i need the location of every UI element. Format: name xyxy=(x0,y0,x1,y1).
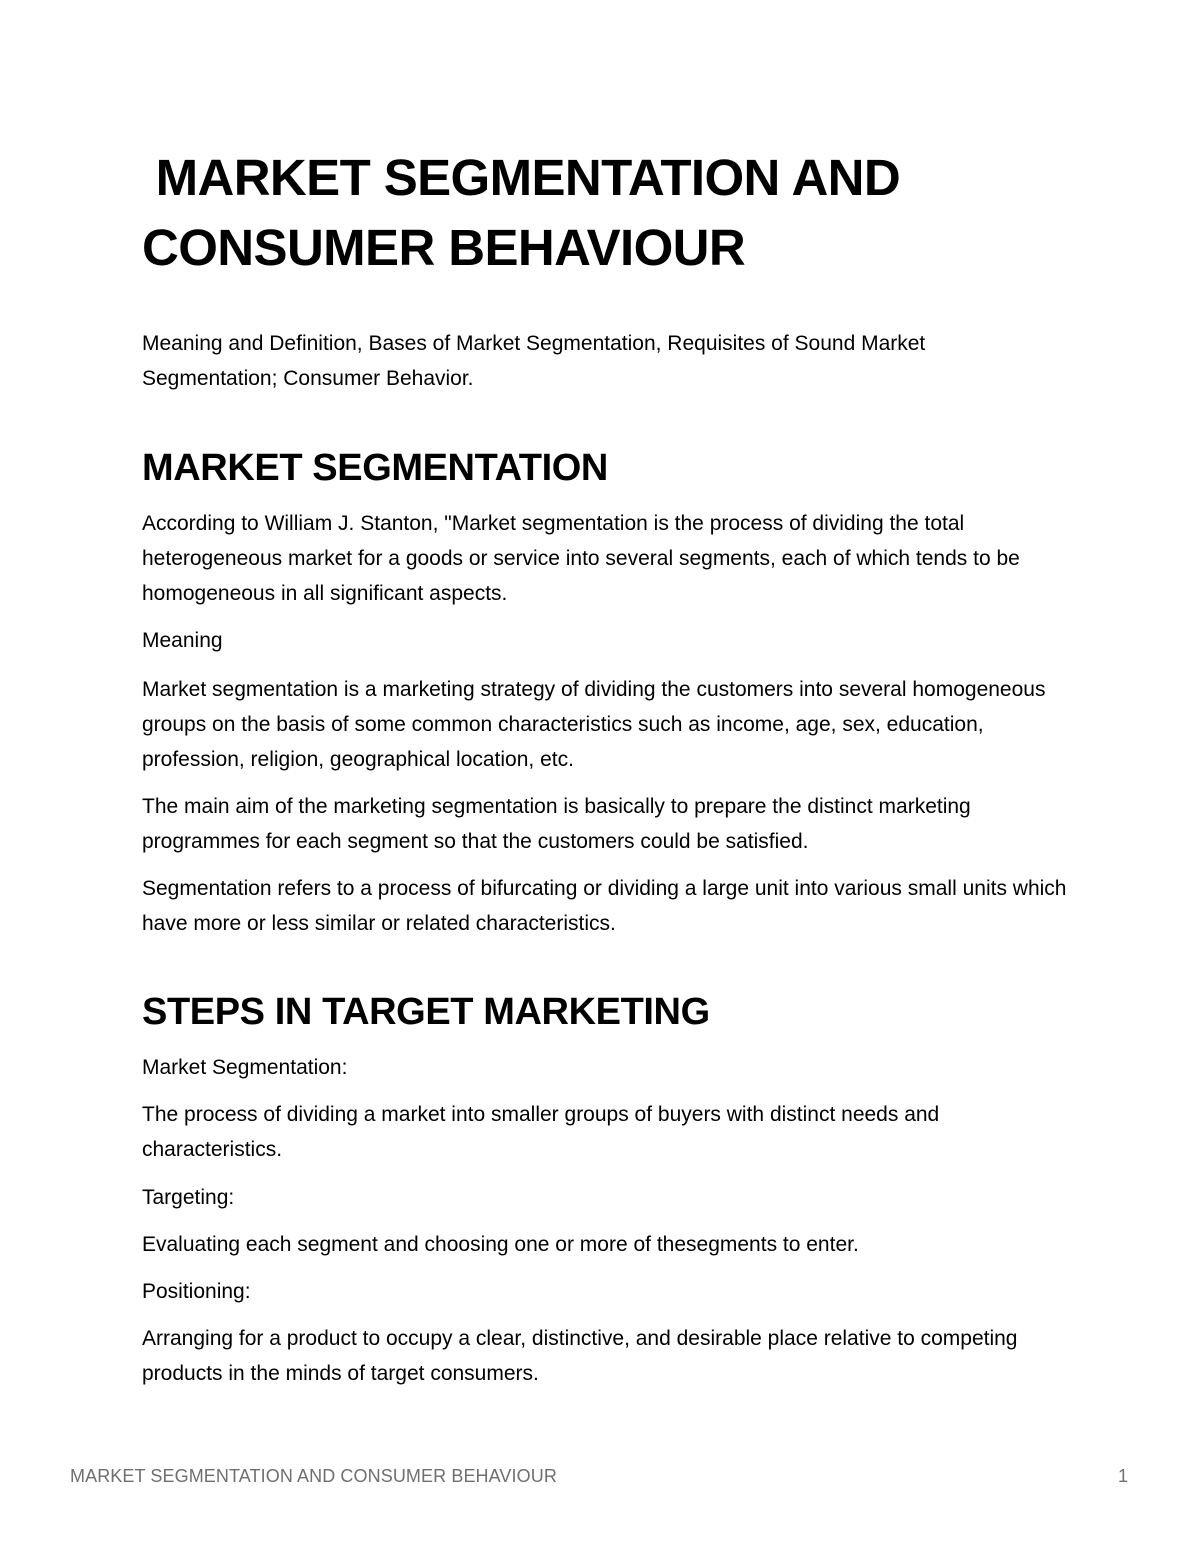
heading-steps-target-marketing: STEPS IN TARGET MARKETING xyxy=(142,991,710,1033)
step-targeting-label: Targeting: xyxy=(142,1186,235,1209)
step-positioning-text: Arranging for a product to occupy a clear, distinctive, and desirable place relative to competing products in the minds of target consumers. xyxy=(142,1327,1018,1385)
step-targeting-text: Evaluating each segment and choosing one or more of thesegments to enter. xyxy=(142,1233,859,1256)
step-positioning-label: Positioning: xyxy=(142,1280,251,1303)
document-title: MARKET SEGMENTATION AND CONSUMER BEHAVIOUR xyxy=(142,149,914,276)
aim-paragraph: The main aim of the marketing segmentation is basically to prepare the distinct marketing programmes for each segment so that the customers could be satisfied. xyxy=(142,795,971,853)
meaning-paragraph: Market segmentation is a marketing strategy of dividing the customers into several homogeneous groups on the basis of some common characteristics such as income, age, sex, education, profession, religion, geographical location, etc. xyxy=(142,678,1046,771)
footer-page-number: 1 xyxy=(1118,1466,1129,1486)
heading-market-segmentation: MARKET SEGMENTATION xyxy=(142,447,608,489)
footer-running-title: MARKET SEGMENTATION AND CONSUMER BEHAVIOUR xyxy=(70,1466,557,1486)
step-segmentation-label: Market Segmentation: xyxy=(142,1056,348,1079)
meaning-label: Meaning xyxy=(142,629,223,652)
definition-paragraph: According to William J. Stanton, "Market segmentation is the process of dividing the total heterogeneous market for a goods or service into several segments, each of which tends to be homogeneous in all significant aspects. xyxy=(142,512,1020,605)
step-segmentation-text: The process of dividing a market into smaller groups of buyers with distinct needs and characteristics. xyxy=(142,1103,940,1161)
document-subtitle: Meaning and Definition, Bases of Market Segmentation, Requisites of Sound Market Segmentation; Consumer Behavior. xyxy=(142,332,926,390)
segmentation-refers-paragraph: Segmentation refers to a process of bifurcating or dividing a large unit into various small units which have more or less similar or related characteristics. xyxy=(142,877,1067,935)
